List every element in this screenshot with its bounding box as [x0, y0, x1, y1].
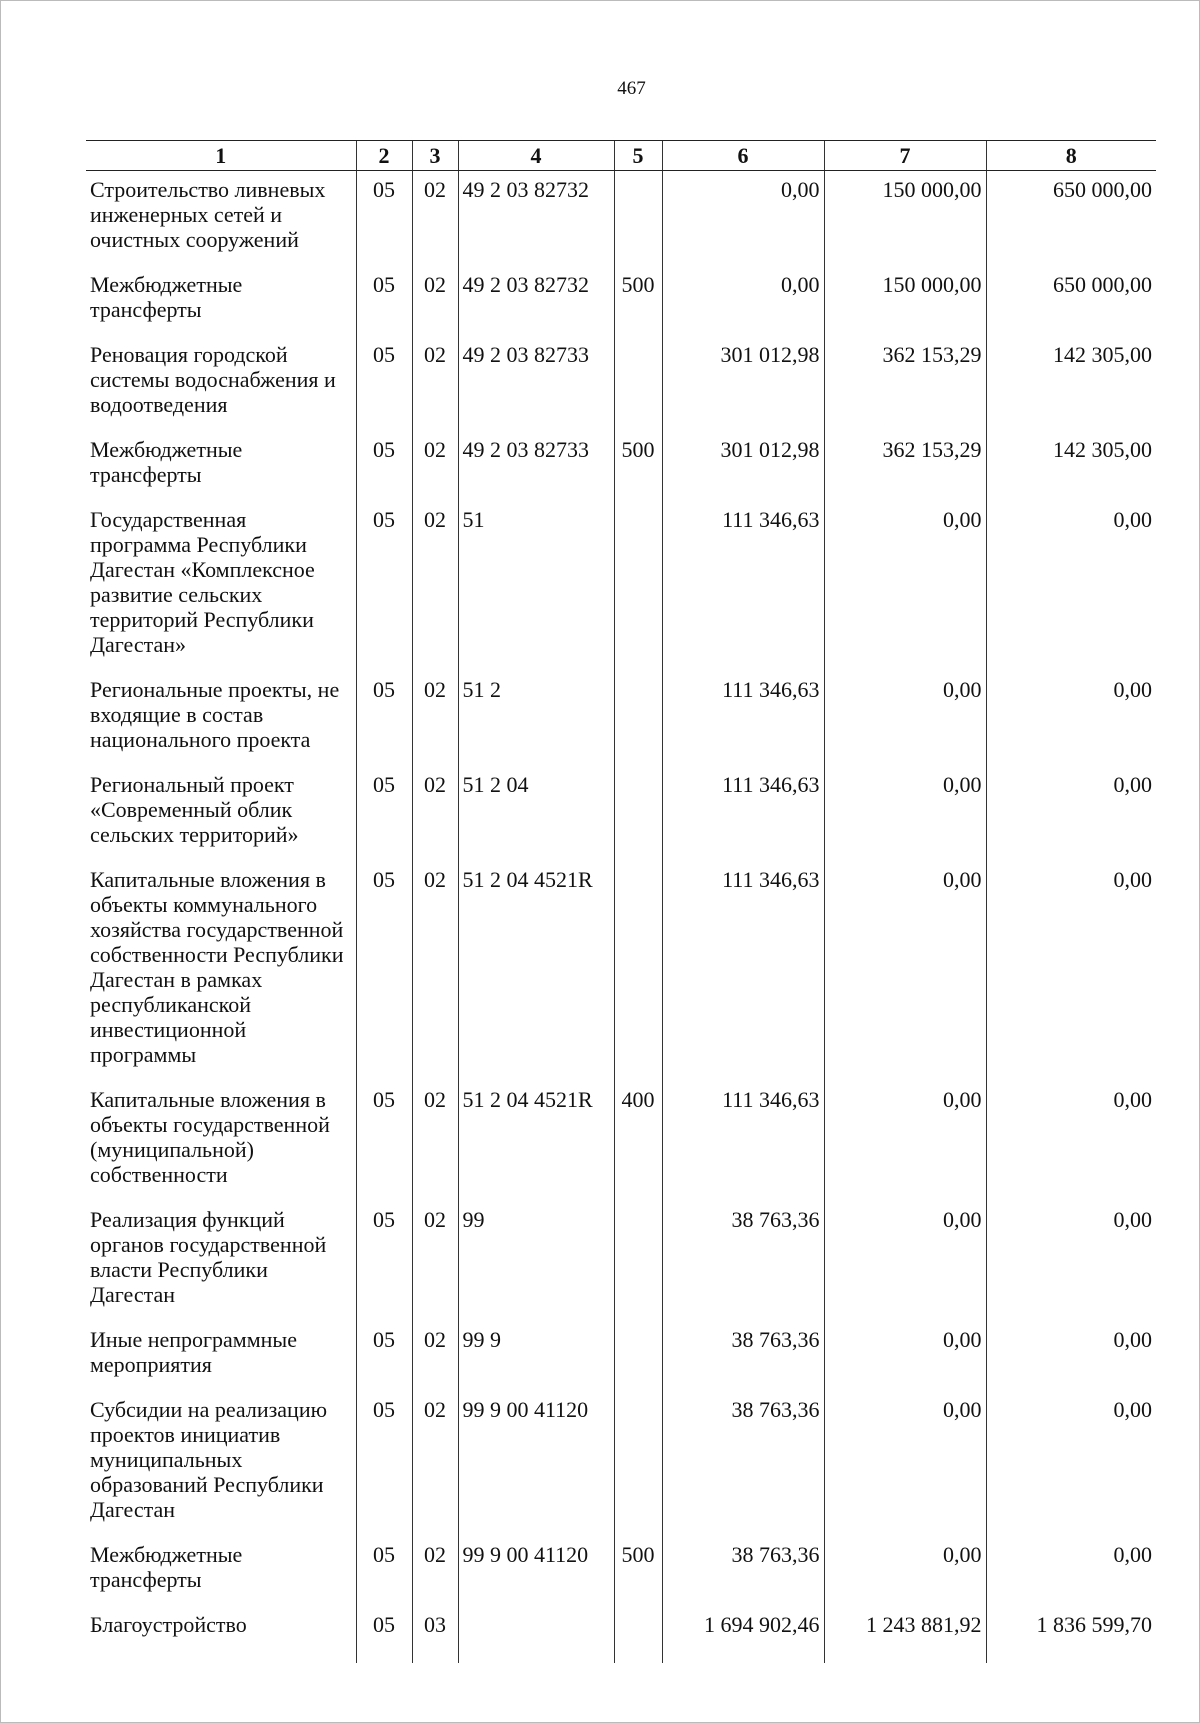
table-row — [86, 336, 1156, 431]
amount-col8: 0,00 — [986, 861, 1156, 1081]
amount-col6: 38 763,36 — [662, 1391, 824, 1536]
row-name: Реализация функций органов государственной власти Республики Дагестан — [90, 1207, 327, 1307]
row-name: Реновация городской системы водоснабжения и водоотведения — [90, 342, 336, 417]
row-name: Капитальные вложения в объекты государственной (муниципальной) собственности — [90, 1087, 330, 1187]
expense-type-code — [614, 1606, 662, 1663]
amount-col7: 0,00 — [824, 1081, 986, 1201]
amount-col7: 0,00 — [824, 1391, 986, 1536]
amount-col8: 0,00 — [986, 1391, 1156, 1536]
amount-col7: 0,00 — [824, 501, 986, 671]
expense-type-code — [614, 1321, 662, 1391]
amount-col6: 0,00 — [662, 171, 824, 267]
target-article-code: 49 2 03 82733 — [458, 431, 614, 501]
target-article-code: 51 2 04 4521R — [458, 1081, 614, 1201]
amount-col8: 0,00 — [986, 671, 1156, 766]
table-row — [86, 431, 1156, 501]
column-header: 1 — [86, 141, 356, 171]
table-row — [86, 1606, 1156, 1663]
table-row — [86, 501, 1156, 671]
table-row — [86, 171, 1156, 267]
amount-col8: 0,00 — [986, 1321, 1156, 1391]
row-name: Капитальные вложения в объекты коммунального хозяйства государственной собственности Республики Дагестан в рамках республиканской инвестиционной программы — [90, 867, 344, 1067]
amount-col6: 0,00 — [662, 266, 824, 336]
expense-type-code: 500 — [614, 1536, 662, 1606]
subsection-code: 02 — [412, 1081, 458, 1201]
section-code: 05 — [356, 501, 412, 671]
section-code: 05 — [356, 1321, 412, 1391]
table-row — [86, 671, 1156, 766]
subsection-code: 02 — [412, 501, 458, 671]
amount-col8: 1 836 599,70 — [986, 1606, 1156, 1663]
table-row — [86, 1201, 1156, 1321]
subsection-code: 02 — [412, 671, 458, 766]
subsection-code: 03 — [412, 1606, 458, 1663]
row-name: Государственная программа Республики Дагестан «Комплексное развитие сельских территорий Республики Дагестан» — [90, 507, 315, 657]
amount-col6: 301 012,98 — [662, 336, 824, 431]
target-article-code: 51 — [458, 501, 614, 671]
expense-type-code: 500 — [614, 266, 662, 336]
row-name: Региональные проекты, не входящие в состав национального проекта — [90, 677, 340, 752]
subsection-code: 02 — [412, 431, 458, 501]
table-row — [86, 266, 1156, 336]
subsection-code: 02 — [412, 1391, 458, 1536]
table-header-row — [86, 141, 1156, 171]
subsection-code: 02 — [412, 766, 458, 861]
target-article-code — [458, 1606, 614, 1663]
expense-type-code — [614, 501, 662, 671]
column-header: 2 — [356, 141, 412, 171]
section-code: 05 — [356, 861, 412, 1081]
amount-col6: 1 694 902,46 — [662, 1606, 824, 1663]
column-header: 7 — [824, 141, 986, 171]
target-article-code: 51 2 — [458, 671, 614, 766]
amount-col8: 0,00 — [986, 501, 1156, 671]
amount-col8: 650 000,00 — [986, 266, 1156, 336]
amount-col6: 301 012,98 — [662, 431, 824, 501]
table-row — [86, 1321, 1156, 1391]
target-article-code: 51 2 04 — [458, 766, 614, 861]
row-name: Межбюджетные трансферты — [90, 272, 243, 322]
row-name: Субсидии на реализацию проектов инициатив муниципальных образований Республики Дагестан — [90, 1397, 328, 1522]
subsection-code: 02 — [412, 171, 458, 267]
row-name: Благоустройство — [90, 1612, 247, 1637]
section-code: 05 — [356, 1201, 412, 1321]
target-article-code: 99 9 — [458, 1321, 614, 1391]
section-code: 05 — [356, 1391, 412, 1536]
amount-col7: 0,00 — [824, 1536, 986, 1606]
amount-col6: 38 763,36 — [662, 1321, 824, 1391]
amount-col8: 142 305,00 — [986, 431, 1156, 501]
subsection-code: 02 — [412, 861, 458, 1081]
amount-col6: 111 346,63 — [662, 766, 824, 861]
table-row — [86, 1536, 1156, 1606]
expense-type-code — [614, 336, 662, 431]
column-header: 3 — [412, 141, 458, 171]
subsection-code: 02 — [412, 1536, 458, 1606]
table-row — [86, 1081, 1156, 1201]
expense-type-code — [614, 671, 662, 766]
subsection-code: 02 — [412, 266, 458, 336]
page-number: 467 — [617, 78, 646, 99]
subsection-code: 02 — [412, 336, 458, 431]
section-code: 05 — [356, 1536, 412, 1606]
amount-col8: 0,00 — [986, 1201, 1156, 1321]
row-name: Строительство ливневых инженерных сетей и очистных сооружений — [90, 177, 326, 252]
amount-col7: 0,00 — [824, 671, 986, 766]
amount-col8: 650 000,00 — [986, 171, 1156, 267]
expense-type-code — [614, 1201, 662, 1321]
expense-type-code — [614, 1391, 662, 1536]
amount-col8: 142 305,00 — [986, 336, 1156, 431]
target-article-code: 49 2 03 82732 — [458, 266, 614, 336]
section-code: 05 — [356, 171, 412, 267]
amount-col7: 1 243 881,92 — [824, 1606, 986, 1663]
amount-col6: 38 763,36 — [662, 1201, 824, 1321]
expense-type-code — [614, 171, 662, 267]
section-code: 05 — [356, 336, 412, 431]
row-name: Региональный проект «Современный облик сельских территорий» — [90, 772, 299, 847]
expense-type-code — [614, 861, 662, 1081]
amount-col7: 0,00 — [824, 1321, 986, 1391]
section-code: 05 — [356, 1606, 412, 1663]
target-article-code: 99 9 00 41120 — [458, 1391, 614, 1536]
section-code: 05 — [356, 671, 412, 766]
target-article-code: 49 2 03 82732 — [458, 171, 614, 267]
expense-type-code: 400 — [614, 1081, 662, 1201]
subsection-code: 02 — [412, 1201, 458, 1321]
amount-col7: 362 153,29 — [824, 336, 986, 431]
row-name: Межбюджетные трансферты — [90, 437, 243, 487]
target-article-code: 99 — [458, 1201, 614, 1321]
amount-col6: 111 346,63 — [662, 501, 824, 671]
amount-col8: 0,00 — [986, 1536, 1156, 1606]
subsection-code: 02 — [412, 1321, 458, 1391]
section-code: 05 — [356, 431, 412, 501]
amount-col7: 0,00 — [824, 1201, 986, 1321]
row-name: Межбюджетные трансферты — [90, 1542, 243, 1592]
amount-col7: 150 000,00 — [824, 266, 986, 336]
amount-col6: 38 763,36 — [662, 1536, 824, 1606]
row-name: Иные непрограммные мероприятия — [90, 1327, 297, 1377]
amount-col7: 150 000,00 — [824, 171, 986, 267]
column-header: 8 — [986, 141, 1156, 171]
section-code: 05 — [356, 1081, 412, 1201]
section-code: 05 — [356, 266, 412, 336]
amount-col8: 0,00 — [986, 1081, 1156, 1201]
target-article-code: 99 9 00 41120 — [458, 1536, 614, 1606]
budget-table — [86, 140, 1156, 1663]
amount-col7: 0,00 — [824, 766, 986, 861]
amount-col6: 111 346,63 — [662, 1081, 824, 1201]
amount-col7: 0,00 — [824, 861, 986, 1081]
column-header: 6 — [662, 141, 824, 171]
section-code: 05 — [356, 766, 412, 861]
column-header: 5 — [614, 141, 662, 171]
amount-col6: 111 346,63 — [662, 861, 824, 1081]
table-row — [86, 861, 1156, 1081]
target-article-code: 51 2 04 4521R — [458, 861, 614, 1081]
expense-type-code: 500 — [614, 431, 662, 501]
amount-col8: 0,00 — [986, 766, 1156, 861]
table-row — [86, 766, 1156, 861]
column-header: 4 — [458, 141, 614, 171]
amount-col6: 111 346,63 — [662, 671, 824, 766]
amount-col7: 362 153,29 — [824, 431, 986, 501]
target-article-code: 49 2 03 82733 — [458, 336, 614, 431]
expense-type-code — [614, 766, 662, 861]
table-row — [86, 1391, 1156, 1536]
